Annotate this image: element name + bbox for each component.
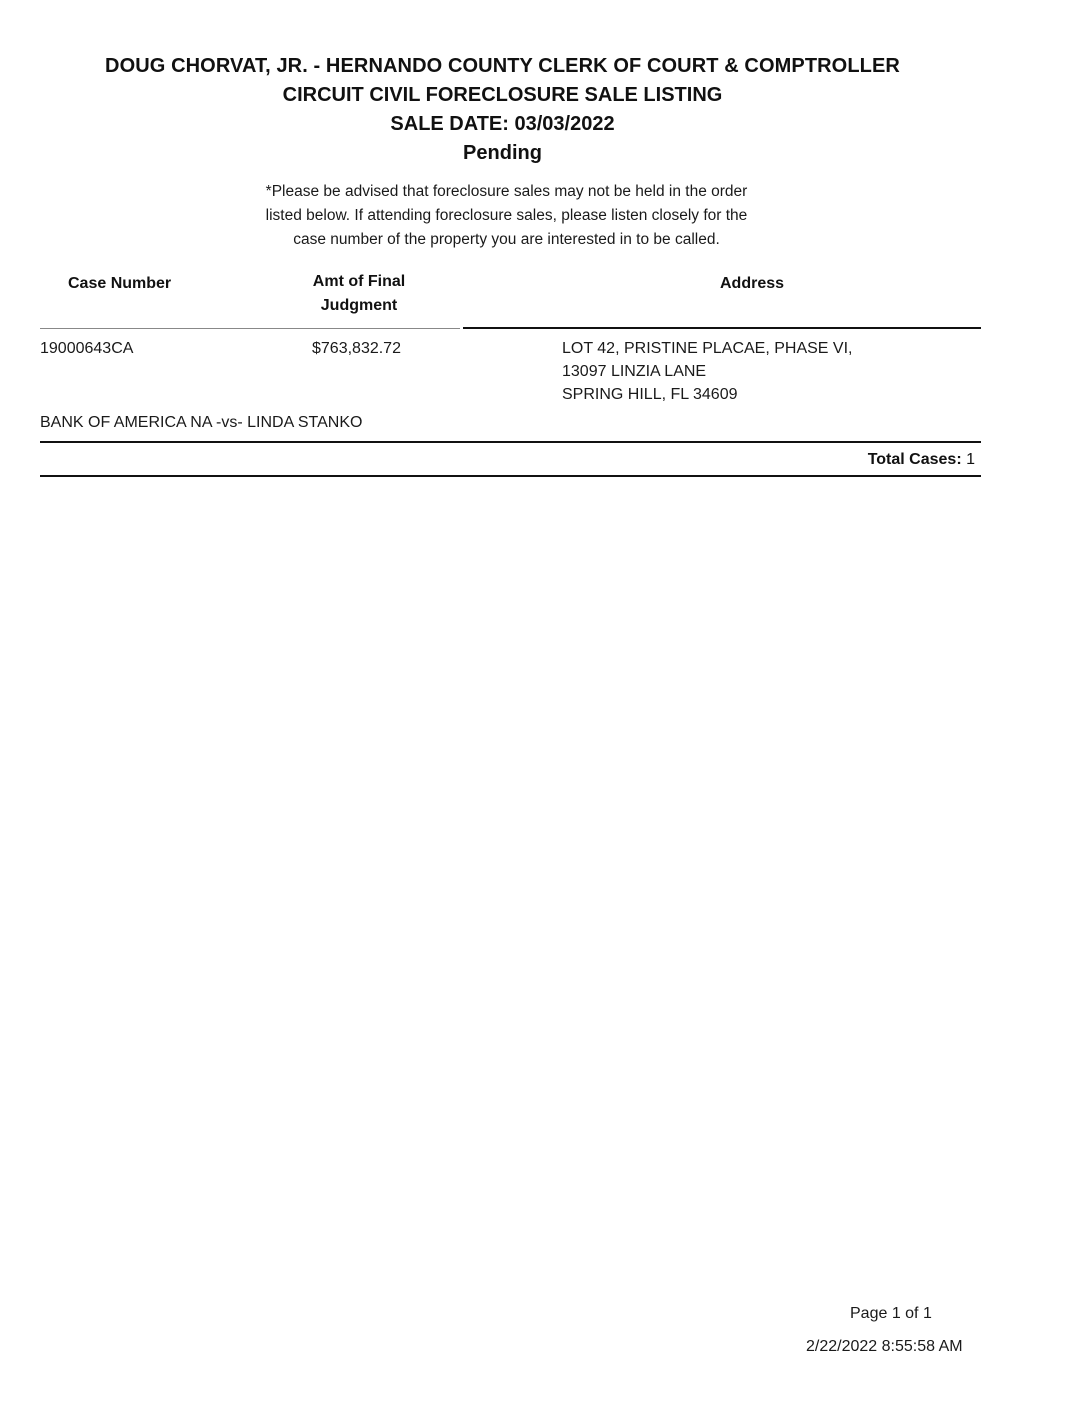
total-cases <box>868 449 975 471</box>
page-number: Page 1 of 1 <box>850 1305 932 1322</box>
notice-line: listed below. If attending foreclosure sales, please listen closely for the <box>265 207 748 224</box>
notice-line: case number of the property you are interested in to be called. <box>293 231 720 248</box>
total-divider <box>40 475 981 477</box>
address-line: SPRING HILL, FL 34609 <box>562 386 738 403</box>
column-header-address: Address <box>719 275 785 292</box>
row-parties: BANK OF AMERICA NA -vs- LINDA STANKO <box>40 414 363 431</box>
column-header-amount <box>290 270 428 318</box>
column-header-case-number: Case Number <box>68 275 172 292</box>
header-sale-date: SALE DATE: 03/03/2022 <box>390 113 615 135</box>
printed-timestamp: 2/22/2022 8:55:58 AM <box>806 1338 963 1355</box>
notice-line: *Please be advised that foreclosure sales may not be held in the order <box>265 183 748 200</box>
address-line: 13097 LINZIA LANE <box>562 363 707 380</box>
header-clerk-title: DOUG CHORVAT, JR. - HERNANDO COUNTY CLERK OF COURT & COMPTROLLER <box>105 55 900 77</box>
row-case-number: 19000643CA <box>40 340 134 357</box>
row-divider <box>40 441 981 443</box>
total-cases-label: Total Cases: <box>867 451 962 468</box>
header-divider-left <box>40 328 460 329</box>
header-listing-title: CIRCUIT CIVIL FORECLOSURE SALE LISTING <box>282 84 723 106</box>
total-cases-value: 1 <box>966 451 975 468</box>
column-header-amount-line1: Amt of Final <box>312 273 406 290</box>
header-divider <box>463 327 981 329</box>
header-status: Pending <box>463 142 542 164</box>
address-line: LOT 42, PRISTINE PLACAE, PHASE VI, <box>562 340 853 357</box>
row-address <box>562 337 852 406</box>
row-judgment-amount: $763,832.72 <box>312 340 401 357</box>
advisory-notice <box>0 180 1013 252</box>
column-header-amount-line2: Judgment <box>320 297 398 314</box>
